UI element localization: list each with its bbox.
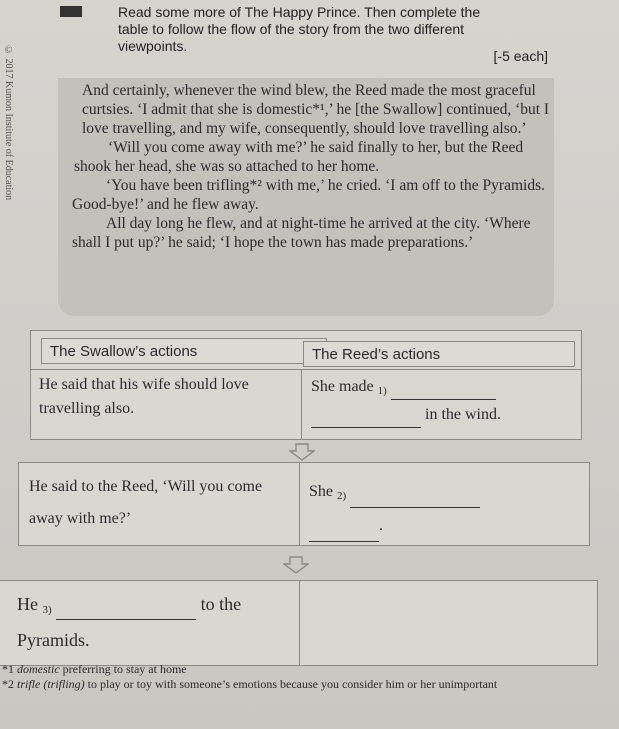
footnote-1-term: domestic <box>17 662 60 676</box>
story-paragraph-1: And certainly, whenever the wind blew, the Reed made the most graceful curtsies. ‘I admit that she is domestic*¹,’ he [the Swallow] continued, ‘but I love travelling, and my wife, consequently, should love travelling also.’ <box>82 82 550 137</box>
row3-text-c: Pyramids. <box>17 630 90 650</box>
header-swallow-actions: The Swallow’s actions <box>41 338 327 364</box>
blank-number-3: 3) <box>42 604 52 616</box>
row2-end-period: . <box>379 517 383 534</box>
copyright-sidebar: © 2017 Kumon Institute of Education <box>3 45 14 201</box>
row1-reed-text-a: She made <box>311 378 374 395</box>
answer-blank-1[interactable] <box>391 375 496 400</box>
viewpoint-table <box>30 330 582 440</box>
table-divider <box>299 581 300 665</box>
flow-arrow-down-icon <box>283 556 309 574</box>
viewpoint-row-2 <box>18 462 590 546</box>
story-paragraph-4: All day long he flew, and at night-time he arrived at the city. ‘Where shall I put up?’ he said; ‘I hope the town has made preparations.’ <box>72 215 531 251</box>
row2-reed-cell <box>309 477 579 542</box>
instruction-line-2: table to follow the flow of the story from the two different <box>118 21 465 37</box>
footnote-2-definition: to play or toy with someone’s emotions because you consider him or her unimportant <box>87 677 498 691</box>
instruction-line-3: viewpoints. <box>118 38 188 54</box>
footnote-1-definition: preferring to stay at home <box>62 662 187 676</box>
blank-number-1: 1) <box>377 385 387 397</box>
row3-swallow-cell <box>17 589 297 655</box>
viewpoint-row-3 <box>0 580 598 666</box>
instruction <box>78 4 558 64</box>
flow-arrow-down-icon <box>289 443 315 461</box>
story-passage <box>58 78 554 316</box>
header-reed-actions: The Reed’s actions <box>303 341 575 367</box>
story-paragraph-2: ‘Will you come away with me?’ he said finally to her, but the Reed shook her head, she was so attached to her home. <box>74 139 524 175</box>
row1-swallow-cell: He said that his wife should love travelling also. <box>39 376 249 417</box>
points-label: [-5 each] <box>493 48 548 64</box>
question-number-badge <box>60 6 82 17</box>
footnote-1 <box>2 662 612 677</box>
answer-blank-2-cont[interactable] <box>309 511 379 542</box>
row3-text-b: to the <box>200 594 242 614</box>
row1-reed-cell <box>311 375 576 428</box>
answer-blank-1-cont[interactable] <box>311 403 421 428</box>
story-paragraph-3: ‘You have been trifling*² with me,’ he cried. ‘I am off to the Pyramids. Good-bye!’ and he flew away. <box>72 177 545 213</box>
row2-swallow-cell: He said to the Reed, ‘Will you come away with me?’ <box>29 478 263 527</box>
blank-number-2: 2) <box>337 490 347 502</box>
footnote-2-term: trifle (trifling) <box>17 677 85 691</box>
row2-reed-text-a: She <box>309 483 333 500</box>
footnote-1-mark: *1 <box>2 662 14 676</box>
footnote-2 <box>2 677 612 692</box>
table-divider <box>31 369 581 370</box>
row3-text-a: He <box>17 594 38 614</box>
answer-blank-2[interactable] <box>350 477 480 508</box>
footnote-2-mark: *2 <box>2 677 14 691</box>
table-divider <box>299 463 300 545</box>
table-divider <box>301 369 302 439</box>
footnotes <box>2 662 612 692</box>
row1-reed-text-b: in the wind. <box>425 406 501 423</box>
answer-blank-3[interactable] <box>56 589 196 620</box>
instruction-line-1: Read some more of The Happy Prince. Then complete the <box>118 4 481 20</box>
